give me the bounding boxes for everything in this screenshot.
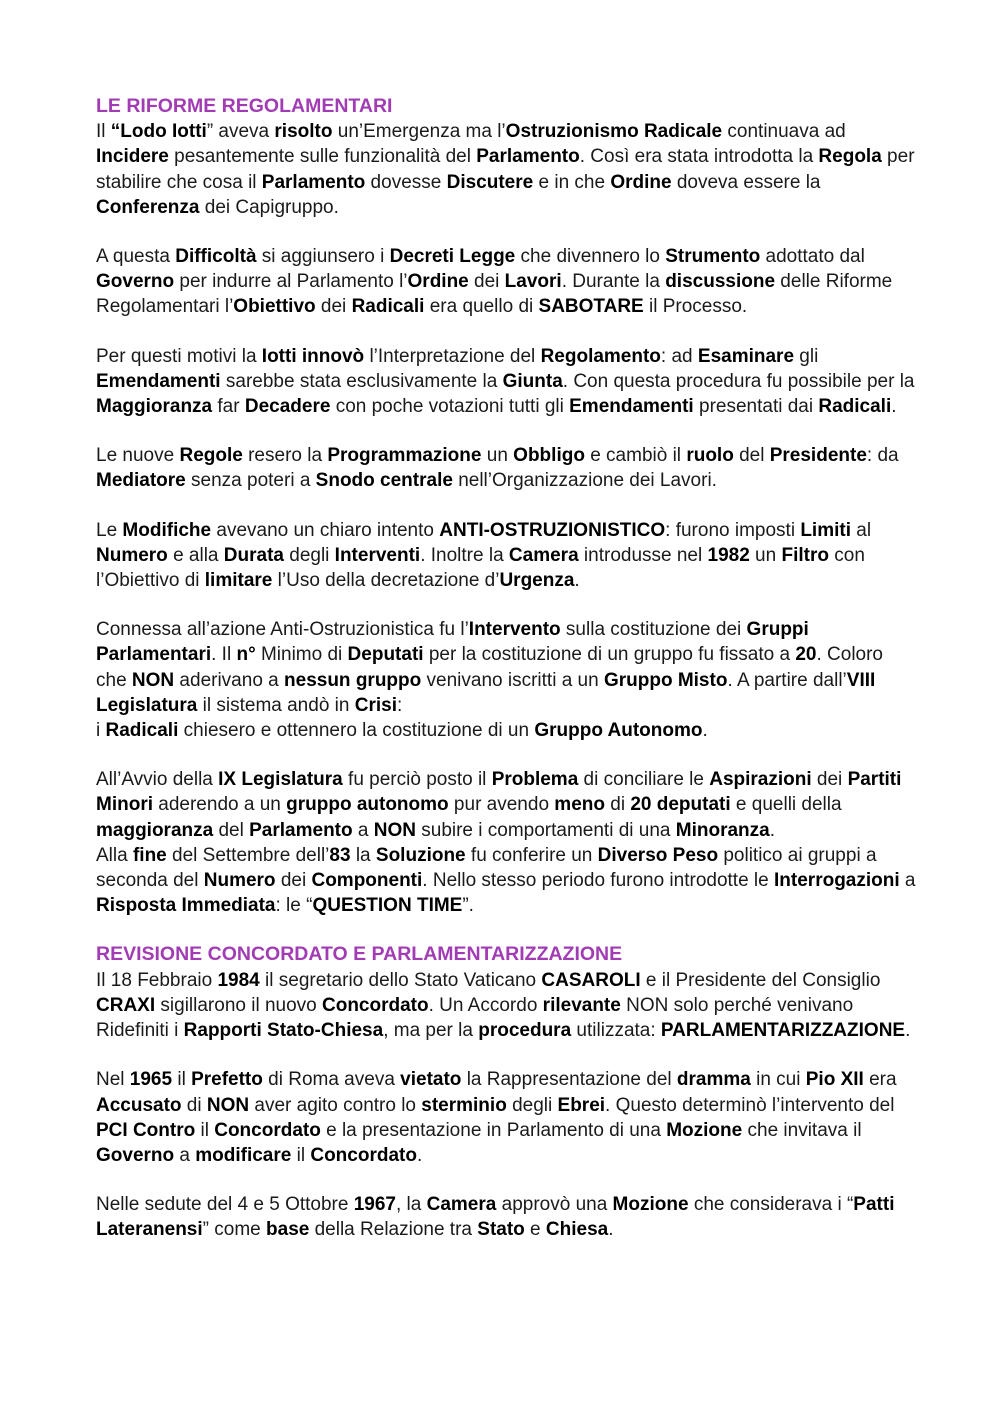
bold-text: Radicali: [818, 396, 892, 418]
text-run: era: [863, 1069, 897, 1091]
bold-text: Interventi: [334, 544, 421, 566]
text-run: fu perciò posto il: [342, 769, 492, 791]
text-run: Per questi motivi la: [96, 345, 262, 367]
text-run: ”.: [462, 895, 474, 917]
text-run: . Così era stata introdotta la: [579, 146, 819, 168]
bold-text: Pio XII: [805, 1069, 864, 1091]
bold-text: vietato: [400, 1069, 462, 1091]
text-run: .: [574, 570, 580, 592]
bold-text: 1984: [217, 969, 260, 991]
bold-text: Crisi: [354, 694, 397, 716]
bold-text: Giunta: [502, 370, 563, 392]
text-run: . Con questa procedura fu possibile per la: [562, 370, 915, 392]
text-run: che considerava i “: [688, 1194, 854, 1216]
text-run: Alla: [96, 844, 133, 866]
text-run: aderendo a un: [153, 794, 287, 816]
bold-text: Maggioranza: [96, 396, 213, 418]
text-run: la Rappresentazione del: [461, 1069, 677, 1091]
text-run: : da: [866, 445, 899, 467]
bold-text: Durata: [223, 544, 284, 566]
bold-text: Discutere: [446, 171, 534, 193]
bold-text: Governo: [96, 271, 175, 293]
text-run: adottato dal: [760, 246, 865, 268]
bold-text: PCI Contro: [96, 1119, 196, 1141]
bold-text: Governo: [96, 1144, 175, 1166]
paragraph: [96, 344, 916, 420]
bold-text: Regolamento: [540, 345, 661, 367]
text-run: presentati dai: [693, 396, 819, 418]
text-run: All’Avvio della: [96, 769, 219, 791]
bold-text: Camera: [426, 1194, 497, 1216]
bold-text: maggioranza: [96, 819, 214, 841]
text-run: aderivano a: [174, 669, 285, 691]
bold-text: Urgenza: [499, 570, 575, 592]
text-run: il: [172, 1069, 192, 1091]
text-run: pesantemente sulle funzionalità del: [168, 146, 477, 168]
text-run: a: [899, 870, 916, 892]
text-run: per stabilire che cosa il: [96, 146, 915, 193]
text-run: approvò una: [496, 1194, 613, 1216]
bold-text: ANTI-OSTRUZIONISTICO: [439, 519, 666, 541]
text-run: Il: [96, 121, 111, 143]
bold-text: Ebrei: [557, 1094, 606, 1116]
bold-text: Decreti Legge: [389, 246, 516, 268]
text-run: con l’Obiettivo di: [96, 544, 865, 592]
bold-text: Lavori: [504, 271, 562, 293]
bold-text: modificare: [195, 1144, 292, 1166]
bold-text: Accusato: [96, 1094, 182, 1116]
text-run: utilizzata:: [571, 1020, 661, 1042]
text-run: di: [181, 1094, 207, 1116]
bold-text: Deputati: [347, 644, 424, 666]
bold-text: 1965: [129, 1069, 173, 1091]
bold-text: NON: [206, 1094, 250, 1116]
text-run: un: [749, 544, 782, 566]
text-run: dei: [275, 870, 312, 892]
text-run: aver agito contro lo: [249, 1094, 422, 1116]
text-run: politico ai gruppi a seconda del: [96, 844, 877, 892]
text-run: . A partire dall’: [727, 669, 847, 691]
text-run: del: [733, 445, 770, 467]
text-run: , ma per la: [383, 1020, 479, 1042]
text-run: e: [524, 1219, 546, 1241]
text-run: degli: [283, 544, 335, 566]
paragraph: [96, 119, 916, 220]
text-run: :: [396, 694, 403, 716]
bold-text: Emendamenti: [96, 370, 221, 392]
paragraph: [96, 968, 916, 1044]
bold-text: Partiti Minori: [96, 769, 902, 816]
bold-text: Obiettivo: [233, 296, 316, 318]
bold-text: Parlamento: [261, 171, 366, 193]
paragraph: [96, 518, 916, 594]
bold-text: gruppo autonomo: [286, 794, 449, 816]
text-run: del: [213, 819, 250, 841]
text-run: del Settembre dell’: [166, 844, 330, 866]
text-run: in cui: [750, 1069, 806, 1091]
bold-text: VIII Legislatura: [96, 669, 876, 716]
bold-text: Gruppo Autonomo: [534, 720, 703, 742]
text-run: il sistema andò in: [197, 694, 355, 716]
text-run: e in che: [533, 171, 611, 193]
text-run: a: [352, 819, 374, 841]
section-heading: REVISIONE CONCORDATO E PARLAMENTARIZZAZIONE: [96, 943, 623, 966]
text-run: sigillarono il nuovo: [155, 994, 322, 1016]
bold-text: ruolo: [686, 445, 734, 467]
bold-text: Risposta Immediata: [96, 895, 276, 917]
text-run: si aggiunsero i: [256, 246, 390, 268]
bold-text: procedura: [478, 1020, 572, 1042]
text-run: e quelli della: [730, 794, 842, 816]
bold-text: CASAROLI: [541, 969, 641, 991]
text-run: . Un Accordo: [428, 994, 543, 1016]
text-run: Le: [96, 519, 123, 541]
bold-text: Chiesa: [545, 1219, 609, 1241]
text-run: chiesero e ottennero la costituzione di un: [178, 720, 535, 742]
bold-text: SABOTARE: [538, 296, 644, 318]
bold-text: Incidere: [96, 146, 169, 168]
text-run: ” aveva: [206, 121, 275, 143]
paragraph: [96, 443, 916, 493]
bold-text: Filtro: [781, 544, 829, 566]
text-run: Nelle sedute del 4 e 5 Ottobre: [96, 1194, 354, 1216]
bold-text: Minoranza: [675, 819, 770, 841]
paragraph: [96, 244, 916, 320]
text-run: : le “: [275, 895, 313, 917]
bold-text: Obbligo: [513, 445, 585, 467]
text-run: un’Emergenza ma l’: [332, 121, 506, 143]
bold-text: Limiti: [800, 519, 851, 541]
text-run: il segretario dello Stato Vaticano: [259, 969, 542, 991]
text-run: e cambiò il: [584, 445, 687, 467]
bold-text: NON: [373, 819, 416, 841]
text-run: dei: [468, 271, 505, 293]
bold-text: Diverso Peso: [597, 844, 719, 866]
text-run: l’Interpretazione del: [364, 345, 541, 367]
bold-text: NON: [131, 669, 175, 691]
bold-text: limitare: [204, 570, 273, 592]
text-run: che invitava il: [742, 1119, 862, 1141]
text-run: A questa: [96, 246, 176, 268]
text-run: resero la: [242, 445, 328, 467]
bold-text: 1967: [353, 1194, 396, 1216]
text-run: doveva essere la: [671, 171, 821, 193]
bold-text: Regole: [179, 445, 243, 467]
text-run: avevano un chiaro intento: [211, 519, 440, 541]
bold-text: dramma: [676, 1069, 751, 1091]
text-run: .: [891, 396, 897, 418]
text-run: .: [702, 720, 708, 742]
text-run: il Processo.: [643, 296, 748, 318]
bold-text: Presidente: [769, 445, 867, 467]
text-run: che divennero lo: [515, 246, 666, 268]
text-run: subire i comportamenti di una: [415, 819, 676, 841]
section-riforme-regolamentari: [96, 94, 916, 918]
text-run: per la costituzione di un gruppo fu fissato a: [423, 644, 796, 666]
bold-text: 1982: [707, 544, 750, 566]
paragraph: [96, 617, 916, 743]
bold-text: Intervento: [468, 619, 561, 641]
bold-text: Difficoltà: [175, 246, 257, 268]
text-run: : furono imposti: [665, 519, 801, 541]
text-run: dei: [811, 769, 848, 791]
text-run: Connessa all’azione Anti-Ostruzionistica fu l’: [96, 619, 469, 641]
text-run: : ad: [660, 345, 698, 367]
paragraph: [96, 1192, 916, 1242]
bold-text: Parlamento: [476, 146, 580, 168]
bold-text: 20: [795, 644, 817, 666]
bold-text: Regola: [818, 146, 882, 168]
bold-text: Gruppo Misto: [603, 669, 728, 691]
section-heading: LE RIFORME REGOLAMENTARI: [96, 95, 393, 117]
text-run: la: [350, 844, 376, 866]
text-run: .: [769, 819, 775, 841]
text-run: sulla costituzione dei: [560, 619, 747, 641]
text-run: dovesse: [365, 171, 447, 193]
bold-text: 20 deputati: [630, 794, 731, 816]
document-page: [96, 94, 916, 1267]
text-run: . Inoltre la: [420, 544, 509, 566]
text-run: dei: [315, 296, 352, 318]
text-run: . Durante la: [561, 271, 666, 293]
text-run: un: [481, 445, 514, 467]
text-run: dei Capigruppo.: [199, 196, 339, 218]
bold-text: Concordato: [322, 994, 429, 1016]
bold-text: Patti Lateranensi: [96, 1194, 895, 1241]
bold-text: Mozione: [666, 1119, 743, 1141]
text-run: sarebbe stata esclusivamente la: [220, 370, 503, 392]
bold-text: meno: [554, 794, 605, 816]
bold-text: PARLAMENTARIZZAZIONE: [660, 1020, 906, 1042]
text-run: a: [174, 1144, 196, 1166]
bold-text: Concordato: [214, 1119, 321, 1141]
text-run: Minimo di: [255, 644, 348, 666]
text-run: della Relazione tra: [309, 1219, 478, 1241]
text-run: di conciliare le: [578, 769, 710, 791]
text-run: al: [851, 519, 872, 541]
text-run: il: [195, 1119, 215, 1141]
text-run: gli: [794, 345, 819, 367]
text-run: . Nello stesso periodo furono introdotte le: [422, 870, 775, 892]
bold-text: Soluzione: [375, 844, 466, 866]
bold-text: Stato: [477, 1219, 525, 1241]
text-run: .: [608, 1219, 614, 1241]
text-run: era quello di: [424, 296, 539, 318]
text-run: . Coloro che: [96, 644, 883, 691]
bold-text: Snodo centrale: [315, 470, 453, 492]
section-revisione-concordato: [96, 942, 916, 1242]
text-run: di: [604, 794, 631, 816]
bold-text: 83: [329, 844, 351, 866]
bold-text: CRAXI: [96, 994, 156, 1016]
bold-text: Ordine: [610, 171, 672, 193]
paragraph: [96, 1067, 916, 1168]
text-run: venivano iscritti a un: [421, 669, 604, 691]
bold-text: Ostruzionismo Radicale: [505, 121, 723, 143]
bold-text: Gruppi Parlamentari: [96, 619, 809, 666]
text-run: senza poteri a: [185, 470, 316, 492]
bold-text: Strumento: [665, 246, 761, 268]
bold-text: Numero: [96, 544, 168, 566]
paragraph: [96, 767, 916, 918]
text-run: introdusse nel: [578, 544, 708, 566]
bold-text: Numero: [203, 870, 276, 892]
text-run: degli: [506, 1094, 558, 1116]
bold-text: Interrogazioni: [774, 870, 900, 892]
bold-text: Esaminare: [697, 345, 795, 367]
bold-text: n°: [236, 644, 256, 666]
bold-text: Aspirazioni: [709, 769, 812, 791]
bold-text: Radicali: [351, 296, 425, 318]
text-run: NON solo perché venivano Ridefiniti i: [96, 994, 854, 1042]
text-run: far: [212, 396, 245, 418]
text-run: .: [416, 1144, 423, 1166]
bold-text: Camera: [508, 544, 579, 566]
bold-text: Rapporti Stato-Chiesa: [183, 1020, 384, 1042]
text-run: ” come: [202, 1219, 267, 1241]
text-run: . Il: [211, 644, 237, 666]
text-run: e il Presidente del Consiglio: [640, 969, 881, 991]
text-run: Le nuove: [96, 445, 180, 467]
bold-text: fine: [132, 844, 167, 866]
text-run: , la: [396, 1194, 427, 1216]
bold-text: Prefetto: [191, 1069, 263, 1091]
bold-text: Mozione: [612, 1194, 689, 1216]
bold-text: Programmazione: [327, 445, 482, 467]
bold-text: Problema: [491, 769, 579, 791]
text-run: e la presentazione in Parlamento di una: [320, 1119, 667, 1141]
text-run: per indurre al Parlamento l’: [174, 271, 408, 293]
bold-text: base: [266, 1219, 310, 1241]
text-run: delle Riforme Regolamentari l’: [96, 271, 893, 318]
text-run: di Roma aveva: [262, 1069, 401, 1091]
bold-text: Emendamenti: [569, 396, 694, 418]
text-run: . Questo determinò l’intervento del: [605, 1094, 895, 1116]
text-run: il: [291, 1144, 311, 1166]
text-run: l’Uso della decretazione d’: [272, 570, 500, 592]
bold-text: Componenti: [311, 870, 423, 892]
text-run: continuava ad: [722, 121, 846, 143]
text-run: Nel: [96, 1069, 130, 1091]
bold-text: risolto: [274, 121, 333, 143]
text-run: Il 18 Febbraio: [96, 969, 218, 991]
text-run: fu conferire un: [465, 844, 598, 866]
text-run: i: [96, 720, 106, 742]
bold-text: nessun gruppo: [284, 669, 422, 691]
bold-text: Conferenza: [96, 196, 200, 218]
bold-text: Iotti innovò: [261, 345, 365, 367]
bold-text: Mediatore: [96, 470, 186, 492]
text-run: pur avendo: [448, 794, 555, 816]
bold-text: “Lodo Iotti: [110, 121, 207, 143]
bold-text: Radicali: [105, 720, 179, 742]
bold-text: Decadere: [244, 396, 331, 418]
text-run: e alla: [167, 544, 224, 566]
bold-text: sterminio: [421, 1094, 507, 1116]
bold-text: QUESTION TIME: [312, 895, 463, 917]
bold-text: Ordine: [407, 271, 469, 293]
bold-text: Modifiche: [122, 519, 212, 541]
bold-text: Concordato: [310, 1144, 417, 1166]
bold-text: discussione: [665, 271, 776, 293]
bold-text: rilevante: [542, 994, 621, 1016]
text-run: con poche votazioni tutti gli: [330, 396, 570, 418]
text-run: .: [905, 1020, 911, 1042]
bold-text: IX Legislatura: [218, 769, 343, 791]
text-run: nell’Organizzazione dei Lavori.: [452, 470, 717, 492]
bold-text: Parlamento: [249, 819, 353, 841]
